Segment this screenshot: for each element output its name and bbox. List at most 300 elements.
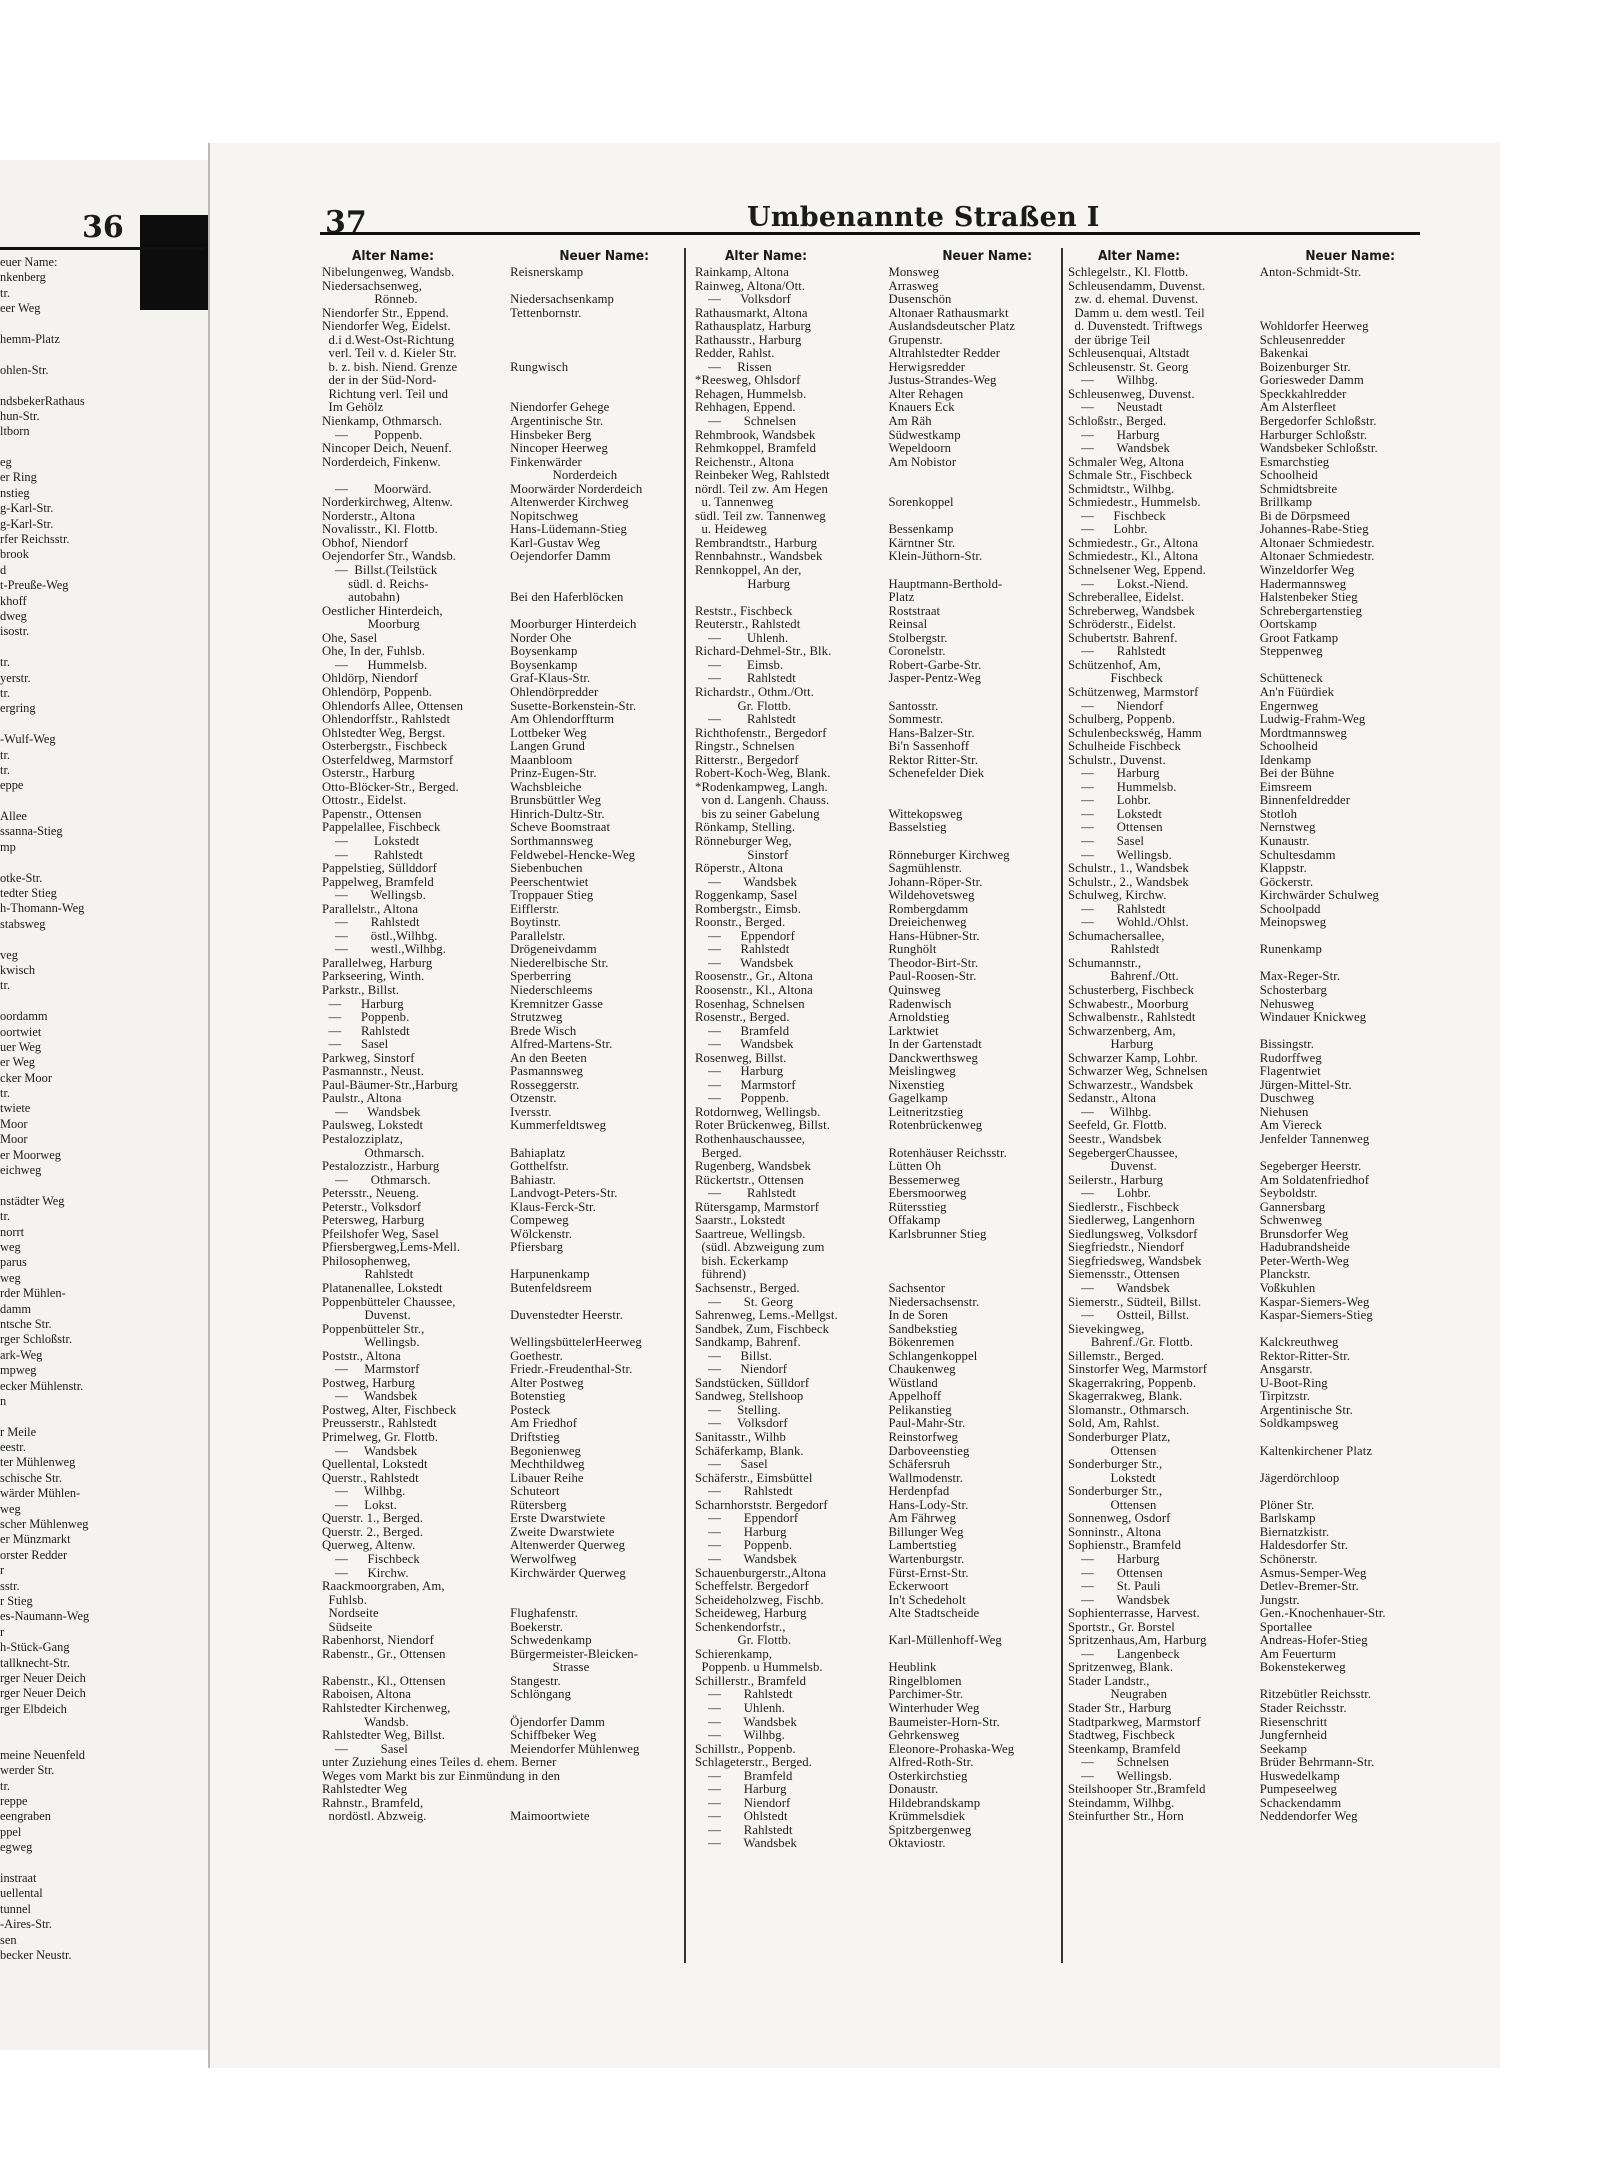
- left-line: scher Mühlenweg: [0, 1517, 89, 1532]
- new-street-name: [510, 280, 677, 294]
- street-entry: [1068, 1350, 1423, 1364]
- new-street-name: In der Gartenstadt: [888, 1037, 982, 1052]
- street-entry: [322, 1119, 677, 1133]
- old-street-name: — Rahlstedt: [695, 1484, 793, 1499]
- street-entry: [695, 794, 1060, 808]
- new-street-name: Oortskamp: [1259, 617, 1317, 632]
- new-street-name: Coronelstr.: [888, 644, 946, 659]
- street-entry: [695, 483, 1060, 497]
- street-entry: [695, 469, 1060, 483]
- new-street-name: Bergedorfer Schloßstr.: [1259, 414, 1377, 429]
- new-street-name: Detlev-Bremer-Str.: [1259, 1579, 1359, 1594]
- new-street-name: Boizenburger Str.: [1259, 359, 1351, 374]
- new-street-name: [1260, 659, 1423, 673]
- street-entry: [1068, 835, 1423, 849]
- left-line: uellental: [0, 1886, 43, 1901]
- old-street-name: Nienkamp, Othmarsch.: [322, 414, 443, 429]
- street-entry: [322, 618, 677, 632]
- new-street-name: Zweite Dwarstwiete: [510, 1524, 615, 1539]
- old-street-name: Rainweg, Altona/Ott.: [695, 278, 806, 293]
- street-entry: [1068, 1106, 1423, 1120]
- street-entry: [1068, 1147, 1423, 1161]
- street-entry: [1068, 1567, 1423, 1581]
- street-entry: [695, 862, 1060, 876]
- new-street-name: Gotthelfstr.: [510, 1159, 569, 1174]
- old-street-name: Norderstr., Altona: [322, 508, 416, 523]
- new-street-name: In de Soren: [888, 1308, 949, 1323]
- street-entry: [1068, 374, 1423, 388]
- new-street-name: Ringelblomen: [888, 1673, 962, 1688]
- new-street-name: Schwedenkamp: [510, 1633, 592, 1648]
- old-street-name: Rönneb.: [322, 292, 418, 307]
- old-street-name: Sachsenstr., Berged.: [695, 1281, 800, 1296]
- left-line: es-Naumann-Weg: [0, 1609, 90, 1624]
- old-street-name: Schulweg, Kirchw.: [1068, 888, 1167, 903]
- left-line: nstieg: [0, 485, 30, 500]
- old-street-name: — Wandsbek: [322, 1389, 418, 1404]
- street-entry: [695, 1309, 1060, 1323]
- left-line: [0, 932, 210, 947]
- new-street-name: Niehusen: [1259, 1104, 1309, 1119]
- new-street-name: Bahiastr.: [510, 1172, 556, 1187]
- new-street-name: Planckstr.: [1259, 1267, 1311, 1282]
- new-street-name: Susette-Borkenstein-Str.: [510, 698, 637, 713]
- new-street-name: Kaltenkirchener Platz: [1259, 1443, 1373, 1458]
- new-street-name: [888, 1268, 1060, 1282]
- new-street-name: Plöner Str.: [1259, 1497, 1315, 1512]
- old-street-name: — Fischbeck: [322, 1551, 420, 1566]
- new-street-name: Rotenbrückenweg: [888, 1118, 983, 1133]
- street-entry: [695, 1241, 1060, 1255]
- new-street-name: Rütersberg: [510, 1497, 567, 1512]
- left-line: [0, 794, 210, 809]
- street-entry: [1068, 1472, 1423, 1486]
- old-street-name: — Wandsbek: [695, 955, 794, 970]
- left-line: ppel: [0, 1824, 22, 1839]
- old-street-name: Weges vom Markt bis zur Einmündung in den: [322, 1768, 561, 1783]
- new-street-name: [888, 1241, 1060, 1255]
- new-street-name: [888, 1133, 1060, 1147]
- new-street-name: Posteck: [510, 1402, 551, 1417]
- new-street-name: [888, 794, 1060, 808]
- new-street-name: Arnoldstieg: [888, 1010, 950, 1025]
- new-street-name: WellingsbüttelerHeerweg: [510, 1335, 642, 1350]
- new-street-name: Harpunenkamp: [510, 1267, 590, 1282]
- old-street-name: Schreberweg, Wandsbek: [1068, 603, 1195, 618]
- left-line: rfer Reichsstr.: [0, 532, 70, 547]
- street-entry: [695, 1716, 1060, 1730]
- left-line: tr.: [0, 978, 10, 993]
- street-entry: [322, 713, 677, 727]
- old-street-name: Ringstr., Schnelsen: [695, 739, 795, 754]
- street-entry: [322, 1783, 677, 1797]
- left-line: weg: [0, 1501, 21, 1516]
- street-entry: [695, 1404, 1060, 1418]
- new-street-name: [510, 334, 677, 348]
- street-entry: [695, 1296, 1060, 1310]
- new-street-name: Duschweg: [1259, 1091, 1315, 1106]
- street-entry: [1068, 1201, 1423, 1215]
- street-entry: [322, 1458, 677, 1472]
- street-entry: [1068, 618, 1423, 632]
- street-entry: [322, 781, 677, 795]
- new-street-name: [510, 1255, 677, 1269]
- new-street-name: Sorthmannsweg: [510, 833, 594, 848]
- new-street-name: Quinsweg: [888, 982, 941, 997]
- new-street-name: Parallelstr.: [510, 928, 566, 943]
- new-street-name: Eimsreem: [1259, 779, 1312, 794]
- old-street-name: Ottostr., Eidelst.: [322, 793, 407, 808]
- new-street-name: Schäfersruh: [888, 1457, 951, 1472]
- new-street-name: Spitzbergenweg: [888, 1822, 972, 1837]
- left-line: ter Mühlenweg: [0, 1455, 76, 1470]
- new-street-name: Wohldorfer Heerweg: [1259, 319, 1369, 334]
- street-entry: [322, 1336, 677, 1350]
- new-street-name: Meinopsweg: [1259, 915, 1327, 930]
- street-entry: [695, 1499, 1060, 1513]
- old-street-name: — Uhlenh.: [695, 1700, 785, 1715]
- old-street-name: Schleusenweg, Duvenst.: [1068, 386, 1195, 401]
- left-line: [0, 717, 210, 732]
- new-street-name: Winzeldorfer Weg: [1259, 563, 1355, 578]
- old-street-name: Saarstr., Lokstedt: [695, 1213, 786, 1228]
- old-street-name: — Poppenb.: [695, 1091, 789, 1106]
- old-street-name: — Harburg: [695, 1064, 784, 1079]
- new-name-header: Neuer Name:: [1305, 248, 1395, 264]
- old-street-name: Ohlendörp, Poppenb.: [322, 684, 433, 699]
- left-line: [0, 640, 210, 655]
- street-entry: [695, 849, 1060, 863]
- street-entry: [1068, 808, 1423, 822]
- left-line: egweg: [0, 1840, 33, 1855]
- street-column-3: [1068, 248, 1423, 1824]
- street-entry: [1068, 1133, 1423, 1147]
- street-entry: [322, 1255, 677, 1269]
- old-street-name: — Harburg: [695, 1524, 787, 1539]
- old-street-name: [695, 591, 888, 605]
- new-street-name: Brede Wisch: [510, 1023, 577, 1038]
- new-street-name: Platz: [888, 590, 915, 605]
- new-street-name: Pelikanstieg: [888, 1402, 952, 1417]
- street-entry: [1068, 605, 1423, 619]
- new-name-header: Neuer Name:: [559, 248, 649, 264]
- old-street-name: Reichenstr., Altona: [695, 454, 794, 469]
- old-street-name: Steenkamp, Bramfeld: [1068, 1741, 1181, 1756]
- new-street-name: Auslandsdeutscher Platz: [888, 319, 1016, 334]
- street-entry: [1068, 998, 1423, 1012]
- old-street-name: Seefeld, Gr. Flottb.: [1068, 1118, 1167, 1133]
- old-street-name: Nibelungenweg, Wandsb.: [322, 265, 455, 279]
- new-street-name: Heublink: [888, 1660, 937, 1675]
- new-street-name: Haldesdorfer Str.: [1259, 1538, 1349, 1553]
- left-line: stabsweg: [0, 916, 46, 931]
- new-street-name: Drögeneivdamm: [510, 942, 597, 957]
- street-entry: [322, 1268, 677, 1282]
- street-entry: [322, 1079, 677, 1093]
- street-entry: [1068, 1810, 1423, 1824]
- old-street-name: Richard-Dehmel-Str., Blk.: [695, 644, 832, 659]
- street-entry: [1068, 334, 1423, 348]
- old-street-name: Schmidtstr., Wilhbg.: [1068, 481, 1175, 496]
- new-street-name: [888, 781, 1060, 795]
- old-street-name: — Wandsbek: [322, 1443, 418, 1458]
- old-street-name: Seilerstr., Harburg: [1068, 1172, 1164, 1187]
- old-street-name: Schloßstr., Berged.: [1068, 414, 1167, 429]
- header-rule: [320, 232, 1420, 235]
- street-entry: [1068, 591, 1423, 605]
- street-entry: [1068, 903, 1423, 917]
- left-line: d: [0, 562, 7, 577]
- new-street-name: Seekamp: [1259, 1741, 1307, 1756]
- new-street-name: Pumpeseelweg: [1259, 1782, 1337, 1797]
- left-line: twiete: [0, 1101, 31, 1116]
- street-entry: [322, 1675, 677, 1689]
- old-street-name: — Lokst.: [322, 1497, 397, 1512]
- street-entry: [322, 1065, 677, 1079]
- new-street-name: An den Beeten: [510, 1050, 587, 1065]
- new-street-name: Huswedelkamp: [1259, 1768, 1340, 1783]
- new-street-name: Wartenburgstr.: [888, 1551, 965, 1566]
- street-entry: [1068, 1526, 1423, 1540]
- old-street-name: — Ostteil, Billst.: [1068, 1308, 1190, 1323]
- street-entry: [322, 564, 677, 578]
- left-line: -Wulf-Weg: [0, 732, 56, 747]
- left-line: tr.: [0, 1209, 10, 1224]
- new-street-name: Niederelbische Str.: [510, 955, 609, 970]
- new-street-name: Am Alsterfleet: [1259, 400, 1337, 415]
- old-street-name: Parallelweg, Harburg: [322, 955, 433, 970]
- street-entry: [322, 1810, 677, 1824]
- street-entry: [322, 578, 677, 592]
- street-entry: [695, 1445, 1060, 1459]
- new-street-name: [510, 374, 677, 388]
- street-entry: [322, 442, 677, 456]
- street-entry: [322, 1607, 677, 1621]
- old-street-name: — Poppenb.: [695, 1538, 793, 1553]
- street-entry: [322, 957, 677, 971]
- new-street-name: Klappstr.: [1259, 861, 1307, 876]
- old-street-name: verl. Teil v. d. Kieler Str.: [322, 346, 457, 361]
- street-entry: [1068, 1594, 1423, 1608]
- new-street-name: Stader Reichsstr.: [1259, 1700, 1347, 1715]
- street-entry: [695, 1350, 1060, 1364]
- street-entry: [1068, 1323, 1423, 1337]
- old-street-name: Schulberg, Poppenb.: [1068, 712, 1176, 727]
- old-street-name: Schwarzestr., Wandsbek: [1068, 1077, 1194, 1092]
- new-street-name: Wittekopsweg: [888, 806, 963, 821]
- street-entry: [322, 1174, 677, 1188]
- old-street-name: Sedanstr., Altona: [1068, 1091, 1157, 1106]
- street-entry: [1068, 1174, 1423, 1188]
- old-street-name: bish. Eckerkamp: [695, 1253, 789, 1268]
- street-entry: [695, 1783, 1060, 1797]
- new-street-name: Altonaer Rathausmarkt: [888, 305, 1009, 320]
- new-street-name: Paul-Mahr-Str.: [888, 1416, 966, 1431]
- street-entry: [695, 1743, 1060, 1757]
- old-street-name: — Uhlenh.: [695, 630, 789, 645]
- old-street-name: Schubertstr. Bahrenf.: [1068, 630, 1178, 645]
- street-entry: [695, 943, 1060, 957]
- old-street-name: Roggenkamp, Sasel: [695, 888, 798, 903]
- new-street-name: Parchimer-Str.: [888, 1687, 964, 1702]
- street-entry: [695, 1377, 1060, 1391]
- left-line: r: [0, 1563, 5, 1578]
- street-entry: [322, 1092, 677, 1106]
- street-entry: [322, 903, 677, 917]
- new-street-name: [888, 564, 1060, 578]
- left-line: cker Moor: [0, 1070, 52, 1085]
- street-entry: [322, 1512, 677, 1526]
- old-street-name: Steilshooper Str.,Bramfeld: [1068, 1782, 1206, 1797]
- old-street-name: zw. d. ehemal. Duvenst.: [1068, 292, 1199, 307]
- street-entry: [322, 347, 677, 361]
- street-entry: [322, 1485, 677, 1499]
- new-street-name: Dreieichenweg: [888, 915, 967, 930]
- old-street-name: — Billst.(Teilstück: [322, 563, 438, 578]
- street-entry: [322, 1025, 677, 1039]
- street-entry: [322, 876, 677, 890]
- street-entry: [695, 293, 1060, 307]
- new-street-name: Rektor Ritter-Str.: [888, 752, 979, 767]
- old-street-name: Harburg: [695, 576, 791, 591]
- new-street-name: Stangestr.: [510, 1673, 561, 1688]
- street-entry: [1068, 280, 1423, 294]
- old-street-name: Poppenb. u Hummelsb.: [695, 1660, 823, 1675]
- street-entry: [322, 605, 677, 619]
- street-entry: [322, 361, 677, 375]
- old-street-name: Preusserstr., Rahlstedt: [322, 1416, 437, 1431]
- street-entry: [322, 849, 677, 863]
- old-street-name: Siedlungsweg, Volksdorf: [1068, 1226, 1198, 1241]
- old-street-name: Rugenberg, Wandsbek: [695, 1159, 811, 1174]
- new-street-name: Alter Postweg: [510, 1375, 584, 1390]
- old-street-name: — Poppenb.: [322, 1010, 410, 1025]
- old-street-name: — Lokstedt: [1068, 806, 1162, 821]
- old-street-name: — Rissen: [695, 359, 772, 374]
- street-entry: [1068, 1160, 1423, 1174]
- new-street-name: Anton-Schmidt-Str.: [1259, 265, 1362, 279]
- old-street-name: — Niendorf: [695, 1362, 788, 1377]
- street-entry: [1068, 1797, 1423, 1811]
- old-street-name: — Wellingsb.: [1068, 1768, 1172, 1783]
- old-street-name: Schleusenstr. St. Georg: [1068, 359, 1189, 374]
- street-entry: [322, 401, 677, 415]
- new-street-name: Schleusenredder: [1259, 332, 1346, 347]
- new-street-name: Peerschentwiet: [510, 874, 589, 889]
- new-street-name: Soldkampsweg: [1259, 1416, 1339, 1431]
- street-entry: [322, 1526, 677, 1540]
- old-street-name: — Harburg: [1068, 766, 1160, 781]
- left-line: er Moorweg: [0, 1147, 61, 1162]
- new-street-name: Wepeldoorn: [888, 441, 952, 456]
- street-entry: [1068, 1052, 1423, 1066]
- old-street-name: Ohldörp, Niendorf: [322, 671, 419, 686]
- new-street-name: Nixenstieg: [888, 1077, 945, 1092]
- new-street-name: Reinsal: [888, 617, 928, 632]
- new-street-name: Groot Fatkamp: [1259, 630, 1339, 645]
- old-street-name: Harburg: [1068, 1037, 1154, 1052]
- left-line: r Meile: [0, 1424, 37, 1439]
- old-street-name: d. Duvenstedt. Triftwegs: [1068, 319, 1203, 334]
- street-entry: [322, 320, 677, 334]
- new-street-name: Strutzweg: [510, 1010, 563, 1025]
- old-street-name: Ritterstr., Bergedorf: [695, 752, 799, 767]
- new-street-name: Sorenkoppel: [888, 495, 954, 510]
- left-line: tunnel: [0, 1901, 31, 1916]
- old-street-name: Nincoper Deich, Neuenf.: [322, 441, 452, 456]
- old-street-name: Richthofenstr., Bergedorf: [695, 725, 827, 740]
- left-line: uer Weg: [0, 1039, 42, 1054]
- new-street-name: [1260, 1025, 1423, 1039]
- left-line: eichweg: [0, 1163, 42, 1178]
- street-entry: [1068, 1512, 1423, 1526]
- new-street-name: Roststraat: [888, 603, 941, 618]
- old-street-name: unter Zuziehung eines Teiles d. ehem. Berner: [322, 1755, 557, 1770]
- old-street-name: — Wandsbek: [695, 1836, 797, 1851]
- left-line: ohlen-Str.: [0, 362, 49, 377]
- street-entry: [322, 280, 677, 294]
- old-street-name: — Rahlstedt: [1068, 644, 1166, 659]
- page-title: Umbenannte Straßen I: [747, 202, 1100, 233]
- street-entry: [695, 618, 1060, 632]
- street-entry: [1068, 727, 1423, 741]
- left-line: weg: [0, 1270, 21, 1285]
- left-line: [0, 1733, 210, 1748]
- left-line: [0, 1856, 210, 1871]
- street-entry: [695, 550, 1060, 564]
- new-street-name: Rönneburger Kirchweg: [888, 847, 1010, 862]
- new-street-name: Brunsbüttler Weg: [510, 793, 602, 808]
- left-line: n: [0, 1393, 7, 1408]
- street-entry: [322, 659, 677, 673]
- left-line: Allee: [0, 809, 27, 824]
- old-street-name: — Rahlstedt: [322, 915, 420, 930]
- old-street-name: Paulstr., Altona: [322, 1091, 402, 1106]
- old-street-name: — Lohbr.: [1068, 522, 1148, 537]
- new-street-name: Wachsbleiche: [510, 779, 582, 794]
- new-street-name: Bi de Dörpsmeed: [1259, 508, 1350, 523]
- street-entry: [695, 781, 1060, 795]
- left-line: h-Stück-Gang: [0, 1640, 70, 1655]
- street-entry: [1068, 1404, 1423, 1418]
- new-street-name: Brillkamp: [1259, 495, 1313, 510]
- old-street-name: Schwarzer Weg, Schnelsen: [1068, 1064, 1208, 1079]
- street-entry: [695, 578, 1060, 592]
- old-street-name: — Niendorf: [1068, 698, 1164, 713]
- new-street-name: Schoolpadd: [1259, 901, 1321, 916]
- old-street-name: Rennkoppel, An der,: [695, 563, 802, 578]
- left-line: wärder Mühlen-: [0, 1486, 81, 1501]
- new-street-name: Robert-Garbe-Str.: [888, 657, 982, 672]
- left-line: brook: [0, 547, 29, 562]
- left-line: h-Thomann-Weg: [0, 901, 85, 916]
- new-street-name: Werwolfweg: [510, 1551, 577, 1566]
- left-line: rger Schloßstr.: [0, 1332, 73, 1347]
- street-entry: [695, 537, 1060, 551]
- new-street-name: Libauer Reihe: [510, 1470, 584, 1485]
- street-entry: [1068, 943, 1423, 957]
- new-street-name: Lütten Oh: [888, 1159, 942, 1174]
- new-street-name: [510, 347, 677, 361]
- old-street-name: Fischbeck: [1068, 671, 1163, 686]
- street-entry: [695, 1675, 1060, 1689]
- old-name-header: Alter Name:: [1098, 248, 1180, 264]
- street-entry: [322, 1445, 677, 1459]
- left-line: oordamm: [0, 1009, 48, 1024]
- new-street-name: Moorwärder Norderdeich: [510, 481, 643, 496]
- new-street-name: [510, 1797, 677, 1811]
- new-street-name: Prinz-Eugen-Str.: [510, 766, 597, 781]
